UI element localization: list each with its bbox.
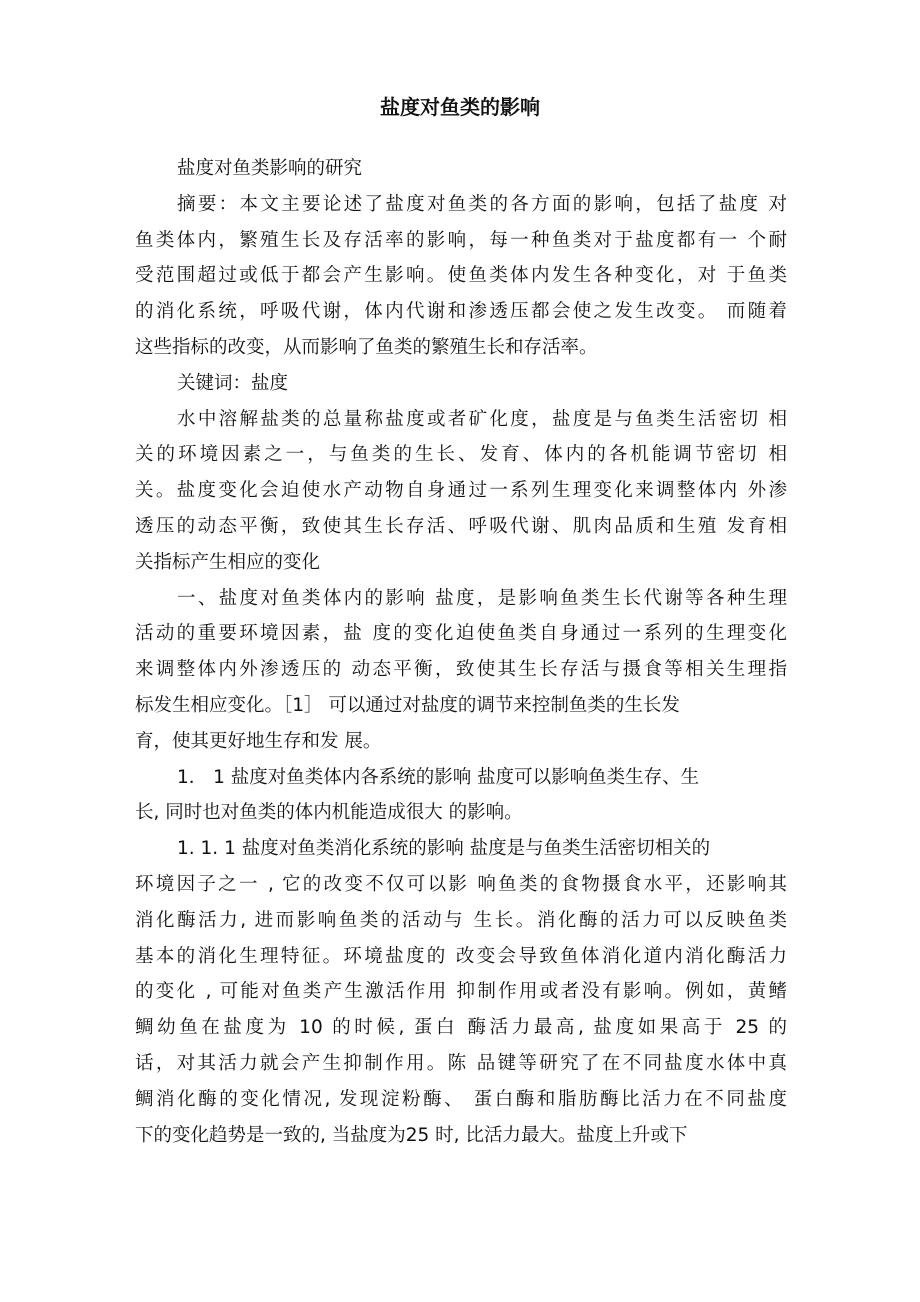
keywords: 关键词：盐度: [177, 372, 289, 394]
subsubsection-line: 鲷消化酶的变化情况, 发现淀粉酶、 蛋白酶和脂肪酶比活力在不同盐度: [135, 1088, 787, 1110]
subsubsection-line: 环境因子之一 , 它的改变不仅可以影 响鱼类的食物摄食水平，还影响其: [135, 873, 787, 895]
paragraph-line: 关。盐度变化会迫使水产动物自身通过一系列生理变化来调整体内 外渗: [135, 480, 787, 502]
abstract-line: 摘要：本文主要论述了盐度对鱼类的各方面的影响，包括了盐度 对: [177, 193, 787, 215]
subsubsection-line: 鲷幼鱼在盐度为 10 的时候, 蛋白 酶活力最高, 盐度如果高于 25 的: [135, 1017, 787, 1039]
subsubsection-line: 基本的消化生理特征。环境盐度的 改变会导致鱼体消化道内消化酶活力: [135, 945, 787, 967]
subsection-line: 1． 1 盐度对鱼类体内各系统的影响 盐度可以影响鱼类生存、生: [177, 766, 700, 788]
paragraph-line: 关的环境因素之一，与鱼类的生长、发育、体内的各机能调节密切 相: [135, 444, 787, 466]
paragraph-line: 关指标产生相应的变化: [135, 551, 321, 573]
section-line: 育，使其更好地生存和发 展。: [135, 730, 382, 752]
subsubsection-line: 的变化 , 可能对鱼类产生激活作用 抑制作用或者没有影响。例如，黄鳍: [135, 981, 787, 1003]
subsubsection-line: 话，对其活力就会产生抑制作用。陈 品键等研究了在不同盐度水体中真: [135, 1052, 787, 1074]
section-line: 标发生相应变化。［1］ 可以通过对盐度的调节来控制鱼类的生长发: [135, 694, 680, 716]
paragraph-line: 透压的动态平衡，致使其生长存活、呼吸代谢、肌肉品质和生殖 发育相: [135, 515, 787, 537]
subsubsection-line: 1. 1. 1 盐度对鱼类消化系统的影响 盐度是与鱼类生活密切相关的: [177, 838, 711, 860]
subsubsection-line: 下的变化趋势是一致的, 当盐度为25 时, 比活力最大。盐度上升或下: [135, 1124, 688, 1146]
subsection-line: 长, 同时也对鱼类的体内机能造成很大 的影响。: [135, 802, 523, 824]
abstract-line: 受范围超过或低于都会产生影响。使鱼类体内发生各种变化，对 于鱼类: [135, 265, 787, 287]
subtitle: 盐度对鱼类影响的研究: [177, 158, 363, 179]
paragraph-line: 水中溶解盐类的总量称盐度或者矿化度，盐度是与鱼类生活密切 相: [177, 408, 787, 430]
section-line: 一、盐度对鱼类体内的影响 盐度，是影响鱼类生长代谢等各种生理: [177, 587, 787, 609]
document-title: 盐度对鱼类的影响: [380, 95, 540, 119]
subsubsection-line: 消化酶活力, 进而影响鱼类的活动与 生长。消化酶的活力可以反映鱼类: [135, 909, 787, 931]
abstract-line: 鱼类体内，繁殖生长及存活率的影响，每一种鱼类对于盐度都有一 个耐: [135, 229, 787, 251]
section-line: 活动的重要环境因素，盐 度的变化迫使鱼类自身通过一系列的生理变化: [135, 623, 787, 645]
abstract-line: 的消化系统，呼吸代谢，体内代谢和渗透压都会使之发生改变。 而随着: [135, 301, 787, 323]
section-line: 来调整体内外渗透压的 动态平衡，致使其生长存活与摄食等相关生理指: [135, 659, 787, 681]
abstract-line: 这些指标的改变，从而影响了鱼类的繁殖生长和存活率。: [135, 336, 598, 358]
document-body: [135, 151, 787, 1153]
